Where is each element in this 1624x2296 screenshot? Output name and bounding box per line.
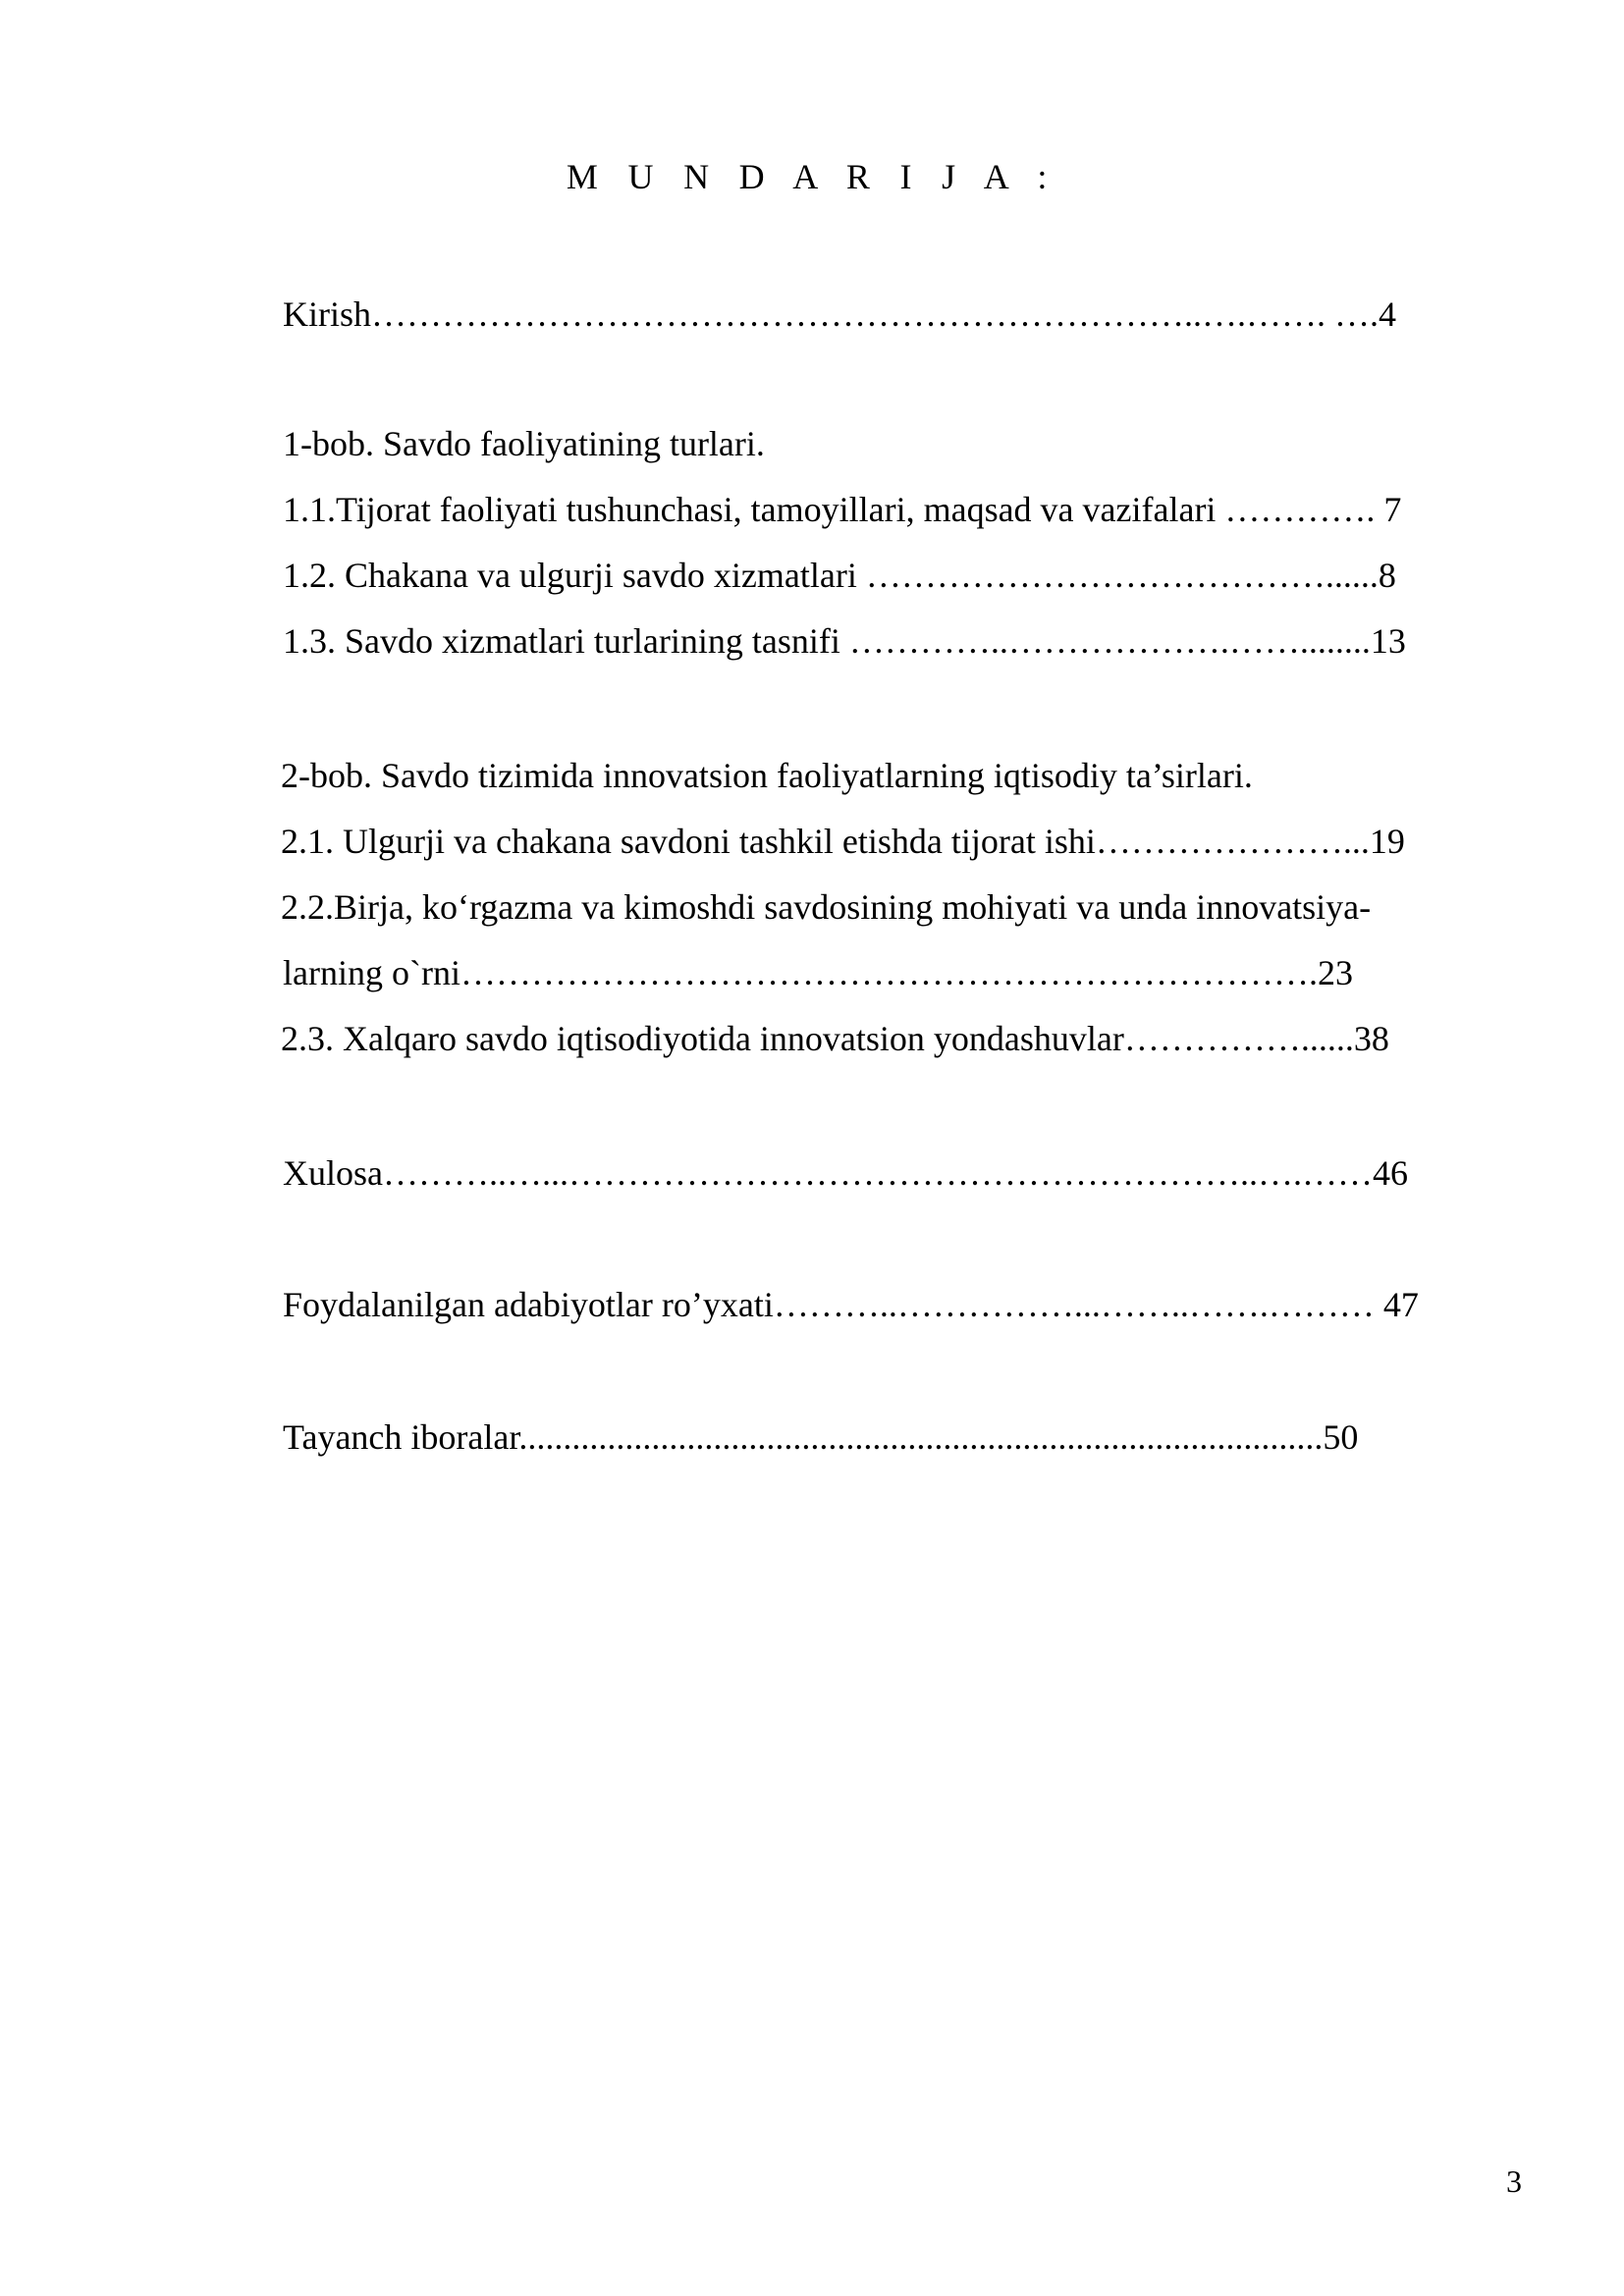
toc-chapter-1: 1-bob. Savdo faoliyatining turlari. <box>283 424 765 463</box>
page-number: 3 <box>1506 2163 1522 2199</box>
toc-chapter-2: 2-bob. Savdo tizimida innovatsion faoliyatlarning iqtisodiy ta’sirlari. <box>281 756 1253 795</box>
toc-entry-2-2: 2.2.Birja, ko‘rgazma va kimoshdi savdosining mohiyati va unda innovatsiya- <box>281 887 1372 927</box>
toc-entry-references: Foydalanilgan adabiyotlar ro’yxati………..……………...……..…….……… 47 <box>283 1285 1419 1324</box>
toc-entry-2-2-continuation: larning o`rni……………………………………………………………….23 <box>283 953 1353 992</box>
toc-entry-kirish: Kirish……………………………………………………………..….……. ….4 <box>283 294 1396 334</box>
toc-entry-1-3: 1.3. Savdo xizmatlari turlarining tasnifi …………..……………….……........13 <box>283 621 1406 661</box>
toc-entry-xulosa: Xulosa………..…...…………………………………………………..….……46 <box>283 1153 1408 1193</box>
toc-entry-keywords: Tayanch iboralar...........................................................................................50 <box>283 1417 1359 1457</box>
contents-title: M U N D A R I J A : <box>566 157 1058 196</box>
toc-entry-1-2: 1.2. Chakana va ulgurji savdo xizmatlari …………………………………......8 <box>283 556 1396 595</box>
toc-entry-1-1: 1.1.Tijorat faoliyati tushunchasi, tamoyillari, maqsad va vazifalari …………. 7 <box>283 490 1402 529</box>
toc-entry-2-1: 2.1. Ulgurji va chakana savdoni tashkil etishda tijorat ishi…………………...19 <box>281 822 1405 861</box>
toc-entry-2-3: 2.3. Xalqaro savdo iqtisodiyotida innovatsion yondashuvlar……………......38 <box>281 1019 1389 1058</box>
